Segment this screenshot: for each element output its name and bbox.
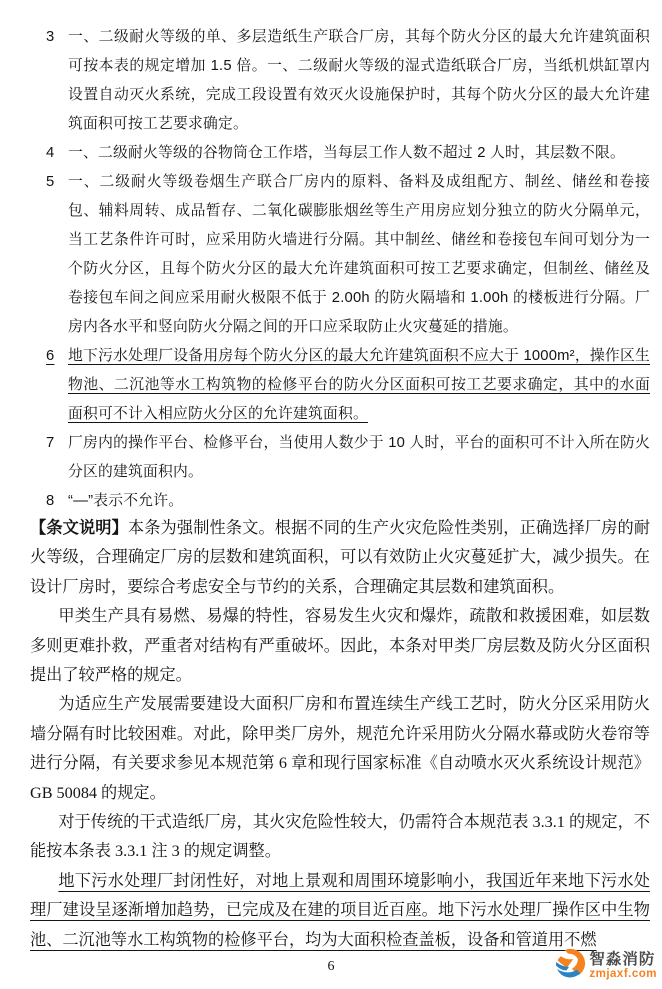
note-item-8 bbox=[30, 487, 650, 516]
note-text: 一、二级耐火等级卷烟生产联合厂房内的原料、备料及成组配方、制丝、储丝和卷接包、辅料周转、成品暂存、二氧化碳膨胀烟丝等生产用房应划分独立的防火分隔单元，当工艺条件许可时，应采用防火墙进行分隔。其中制丝、储丝和卷接包车间可划分为一个防火分区，且每个防火分区的最大允许建筑面积可按工艺要求确定，但制丝、储丝及卷接包车间之间应采用耐火极限不低于 2.00h 的防火隔墙和 1.00h 的楼板进行分隔。厂房内各水平和竖向防火分隔之间的开口应采取防止火灾蔓延的措施。 bbox=[68, 174, 650, 335]
commentary-paragraph: 甲类生产具有易燃、易爆的特性，容易发生火灾和爆炸，疏散和救援困难，如层数多则更难扑救，严重者对结构有严重破坏。因此，本条对甲类厂房层数及防火分区面积提出了较严格的规定。 bbox=[30, 607, 650, 685]
note-number: 6 bbox=[46, 348, 55, 364]
note-item-6-revision bbox=[30, 342, 650, 429]
note-text: 一、二级耐火等级的单、多层造纸生产联合厂房，其每个防火分区的最大允许建筑面积可按本表的规定增加 1.5 倍。一、二级耐火等级的湿式造纸联合厂房，当纸机烘缸罩内设置自动灭火系统，完成工段设置有效灭火设施保护时，其每个防火分区的最大允许建筑面积可按工艺要求确定。 bbox=[68, 29, 650, 132]
commentary-label: 【条文说明】 bbox=[30, 519, 128, 537]
note-number: 7 bbox=[46, 435, 55, 451]
commentary-paragraph bbox=[30, 514, 650, 602]
note-number: 3 bbox=[46, 29, 55, 45]
note-item-4 bbox=[30, 139, 650, 168]
watermark-text bbox=[589, 952, 657, 981]
note-text: 地下污水处理厂设备用房每个防火分区的最大允许建筑面积不应大于 1000m²，操作区生物池、二沉池等水工构筑物的检修平台的防火分区面积可按工艺要求确定，其中的水面面积可不计入相应防火分区的允许建筑面积。 bbox=[68, 348, 650, 422]
commentary-paragraph: 对于传统的干式造纸厂房，其火灾危险性较大，仍需符合本规范表 3.3.1 的规定，不能按本条表 3.3.1 注 3 的规定调整。 bbox=[30, 813, 650, 861]
note-number: 4 bbox=[46, 145, 55, 161]
watermark bbox=[555, 948, 657, 984]
note-text: “—”表示不允许。 bbox=[68, 493, 184, 509]
commentary-section bbox=[30, 514, 650, 955]
brand-domain: zmjaxf.com bbox=[589, 967, 657, 980]
brand-name: 智淼消防 bbox=[589, 950, 656, 968]
commentary-text: 本条为强制性条文。根据不同的生产火灾危险性类别，正确选择厂房的耐火等级，合理确定厂房的层数和建筑面积，可以有效防止火灾蔓延扩大，减少损失。在设计厂房时，要综合考虑安全与节约的关系，合理确定其层数和建筑面积。 bbox=[30, 519, 651, 596]
notes-list bbox=[30, 23, 650, 516]
note-item-7 bbox=[30, 429, 650, 487]
note-number: 8 bbox=[46, 493, 55, 509]
note-item-5 bbox=[30, 168, 650, 342]
commentary-paragraph: 为适应生产发展需要建设大面积厂房和布置连续生产线工艺时，防火分区采用防火墙分隔有时比较困难。对此，除甲类厂房外，规范允许采用防火分隔水幕或防火卷帘等进行分隔，有关要求参见本规范第 6 章和现行国家标准《自动喷水灭火系统设计规范》GB 50084 的规定。 bbox=[30, 695, 650, 802]
brand-logo-icon bbox=[555, 948, 586, 984]
commentary-paragraph-revision: 地下污水处理厂封闭性好，对地上景观和周围环境影响小，我国近年来地下污水处理厂建设呈逐渐增加趋势，已完成及在建的项目近百座。地下污水处理厂操作区中生物池、二沉池等水工构筑物的检修平台，均为大面积检查盖板，设备和管道用不燃 bbox=[30, 871, 650, 949]
note-text: 厂房内的操作平台、检修平台，当使用人数少于 10 人时，平台的面积可不计入所在防火分区的建筑面积内。 bbox=[68, 435, 650, 480]
page-number: 6 bbox=[327, 959, 335, 974]
page-content bbox=[30, 23, 650, 955]
note-number: 5 bbox=[46, 174, 55, 190]
note-text: 一、二级耐火等级的谷物筒仓工作塔，当每层工作人数不超过 2 人时，其层数不限。 bbox=[68, 145, 625, 161]
note-item-3 bbox=[30, 23, 650, 139]
